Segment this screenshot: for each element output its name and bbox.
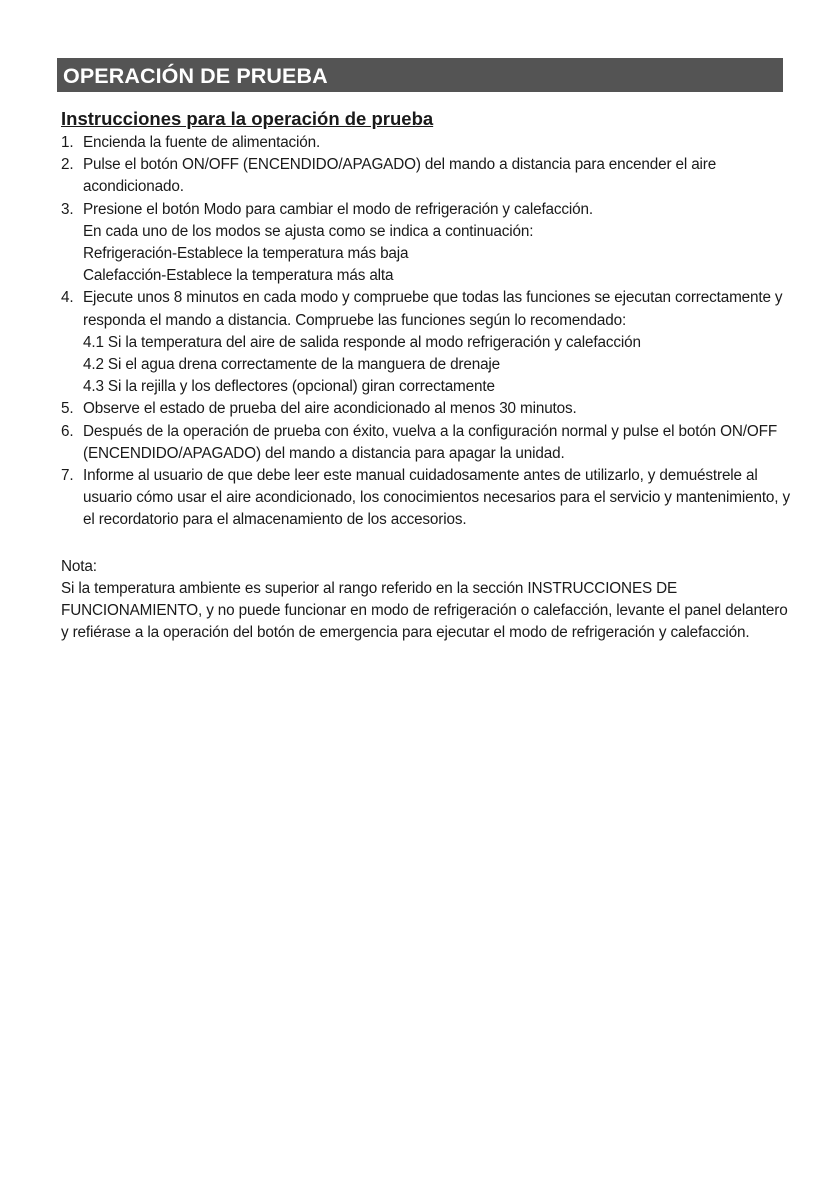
step-subline: 4.1 Si la temperatura del aire de salida responde al modo refrigeración y calefacción (83, 333, 641, 351)
step-item (61, 421, 791, 465)
step-subline: Calefacción-Establece la temperatura más alta (83, 267, 394, 285)
step-number: 4. (61, 289, 74, 307)
section-title-bar (57, 58, 783, 92)
section-subtitle: Instrucciones para la operación de prueba (61, 108, 434, 129)
step-item (61, 199, 791, 288)
step-text: Después de la operación de prueba con éxito, vuelva a la configuración normal y pulse el botón ON/OFF (ENCENDIDO/APAGADO) del mando a distancia para apagar la unidad. (83, 422, 778, 462)
step-item (61, 132, 791, 154)
note-label: Nota: (61, 557, 97, 575)
step-number: 5. (61, 400, 74, 418)
step-item (61, 287, 791, 398)
step-number: 2. (61, 156, 74, 174)
note-block (61, 556, 791, 645)
step-text: Encienda la fuente de alimentación. (83, 134, 321, 151)
note-text: Si la temperatura ambiente es superior al rango referido en la sección INSTRUCCIONES DE FUNCIONAMIENTO, y no puede funcionar en modo de refrigeración o calefacción, levante el panel delantero y refiérase a la operación del botón de emergencia para ejecutar el modo de refrigeración y calefacción. (61, 579, 788, 642)
main-content (61, 106, 791, 644)
step-subline: 4.3 Si la rejilla y los deflectores (opcional) giran correctamente (83, 378, 495, 396)
step-item (61, 398, 791, 420)
step-number: 1. (61, 134, 74, 151)
step-number: 6. (61, 422, 74, 440)
step-subline: En cada uno de los modos se ajusta como se indica a continuación: (83, 222, 534, 240)
page-title: OPERACIÓN DE PRUEBA (63, 64, 328, 88)
step-number: 7. (61, 467, 74, 485)
step-text: Pulse el botón ON/OFF (ENCENDIDO/APAGADO) del mando a distancia para encender el aire acondicionado. (83, 156, 717, 196)
steps-list (61, 132, 791, 532)
step-text: Observe el estado de prueba del aire acondicionado al menos 30 minutos. (83, 400, 577, 418)
step-item (61, 154, 791, 198)
step-subline: Refrigeración-Establece la temperatura más baja (83, 245, 409, 263)
step-text: Ejecute unos 8 minutos en cada modo y compruebe que todas las funciones se ejecutan correctamente y responda el mando a distancia. Compruebe las funciones según lo recomendado: (83, 289, 783, 329)
step-item (61, 465, 791, 532)
step-text: Informe al usuario de que debe leer este manual cuidadosamente antes de utilizarlo, y demuéstrele al usuario cómo usar el aire acondicionado, los conocimientos necesarios para el servicio y mantenimiento, y el recordatorio para el almacenamiento de los accesorios. (83, 467, 790, 529)
step-text: Presione el botón Modo para cambiar el modo de refrigeración y calefacción. (83, 200, 593, 218)
step-subline: 4.2 Si el agua drena correctamente de la manguera de drenaje (83, 356, 501, 374)
step-number: 3. (61, 200, 74, 218)
